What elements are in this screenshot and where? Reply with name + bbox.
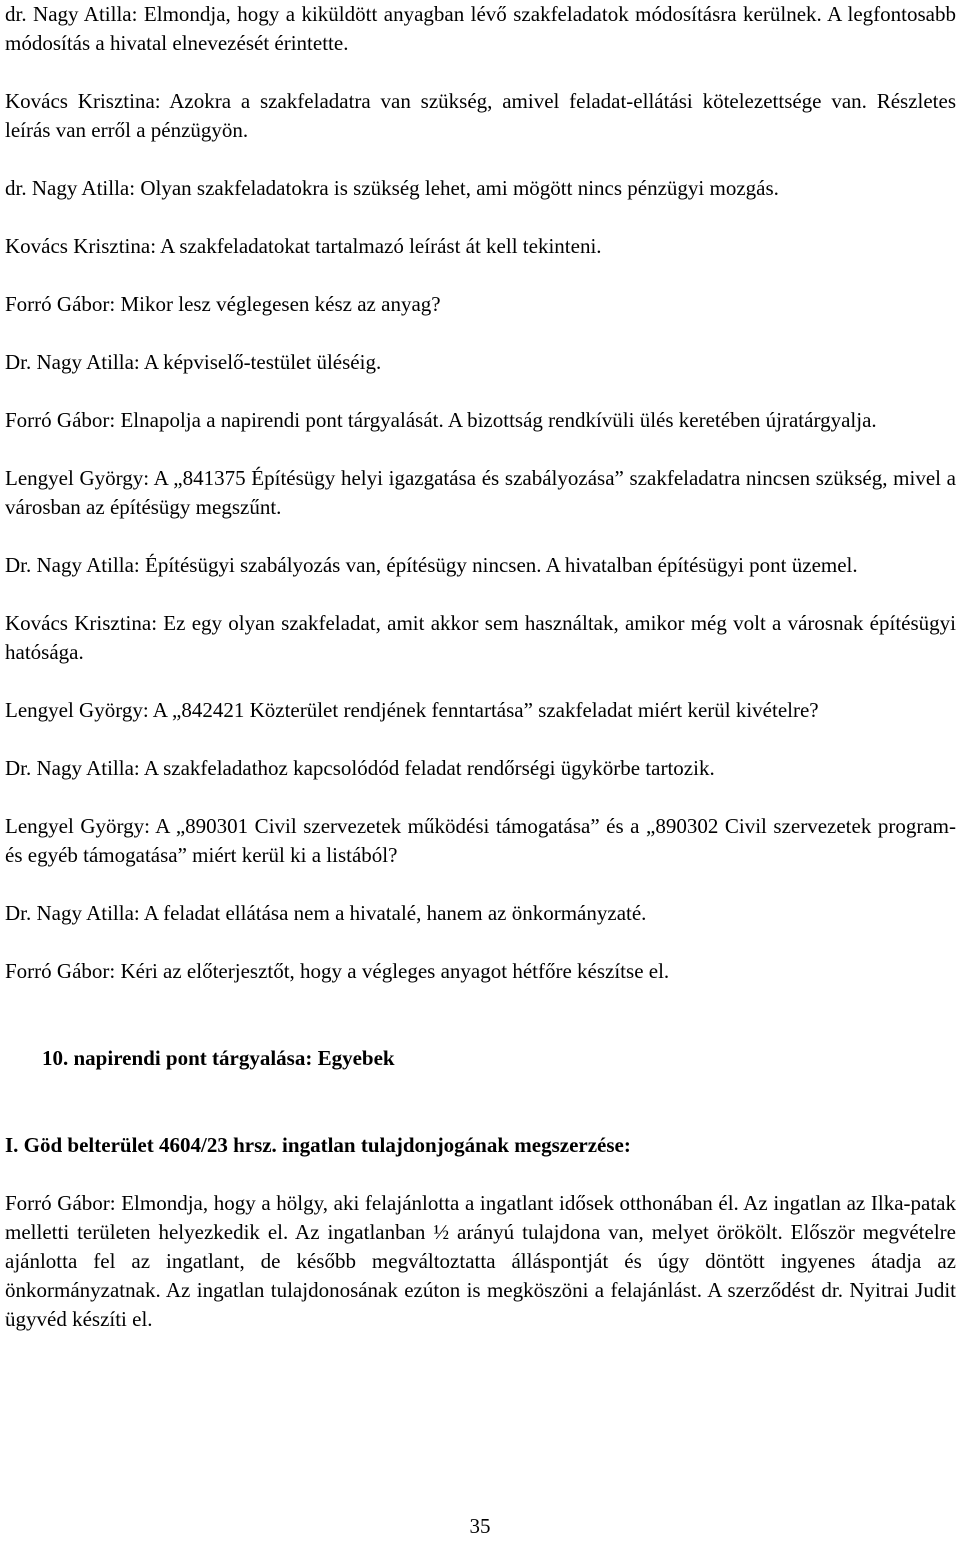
document-page (5, 0, 956, 1334)
paragraph: Lengyel György: A „842421 Közterület rendjének fenntartása” szakfeladat miért kerül kivételre? (5, 698, 819, 722)
subsection-heading: I. Göd belterület 4604/23 hrsz. ingatlan tulajdonjogának megszerzése: (5, 1133, 631, 1157)
paragraph: Lengyel György: A „841375 Építésügy helyi igazgatása és szabályozása” szakfeladatra nincsen szükség, mivel a városban az építésügy megszűnt. (5, 466, 956, 519)
page-number: 35 (469, 1514, 491, 1538)
paragraph: dr. Nagy Atilla: Elmondja, hogy a kiküldött anyagban lévő szakfeladatok módosításra kerülnek. A legfontosabb módosítás a hivatal elnevezését érintette. (5, 2, 956, 55)
section-heading: 10. napirendi pont tárgyalása: Egyebek (42, 1046, 395, 1070)
paragraph: Forró Gábor: Elmondja, hogy a hölgy, aki felajánlotta a ingatlant idősek otthonában él. Az ingatlan az Ilka-patak melletti területen helyezkedik el. Az ingatlanban ½ arányú tulajdona van, melyet örökölt. Először megvételre ajánlotta fel az ingatlant, de később megváltoztatta álláspontját és úgy döntött ingyenes átadja az önkormányzatnak. Az ingatlan tulajdonosának ezúton is megköszöni a felajánlást. A szerződést dr. Nyitrai Judit ügyvéd készíti el. (5, 1191, 956, 1331)
paragraph: Dr. Nagy Atilla: Építésügyi szabályozás van, építésügy nincsen. A hivatalban építésügyi pont üzemel. (5, 553, 858, 577)
paragraph: Lengyel György: A „890301 Civil szervezetek működési támogatása” és a „890302 Civil szervezetek program-és egyéb támogatása” miért kerül ki a listából? (5, 814, 956, 867)
paragraph: Dr. Nagy Atilla: A feladat ellátása nem a hivatalé, hanem az önkormányzaté. (5, 901, 647, 925)
paragraph: Forró Gábor: Elnapolja a napirendi pont tárgyalását. A bizottság rendkívüli ülés keretében újratárgyalja. (5, 408, 877, 432)
paragraph: Forró Gábor: Kéri az előterjesztőt, hogy a végleges anyagot hétfőre készítse el. (5, 959, 670, 983)
paragraph: Dr. Nagy Atilla: A képviselő-testület üléséig. (5, 350, 382, 374)
paragraph: Kovács Krisztina: A szakfeladatokat tartalmazó leírást át kell tekinteni. (5, 234, 602, 258)
paragraph: dr. Nagy Atilla: Olyan szakfeladatokra is szükség lehet, ami mögött nincs pénzügyi mozgás. (5, 176, 779, 200)
paragraph: Kovács Krisztina: Azokra a szakfeladatra van szükség, amivel feladat-ellátási kötelezettsége van. Részletes leírás van erről a pénzügyön. (5, 89, 956, 142)
paragraph: Dr. Nagy Atilla: A szakfeladathoz kapcsolódód feladat rendőrségi ügykörbe tartozik. (5, 756, 715, 780)
paragraph: Forró Gábor: Mikor lesz véglegesen kész az anyag? (5, 292, 441, 316)
paragraph: Kovács Krisztina: Ez egy olyan szakfeladat, amit akkor sem használtak, amikor még volt a városnak építésügyi hatósága. (5, 611, 956, 664)
